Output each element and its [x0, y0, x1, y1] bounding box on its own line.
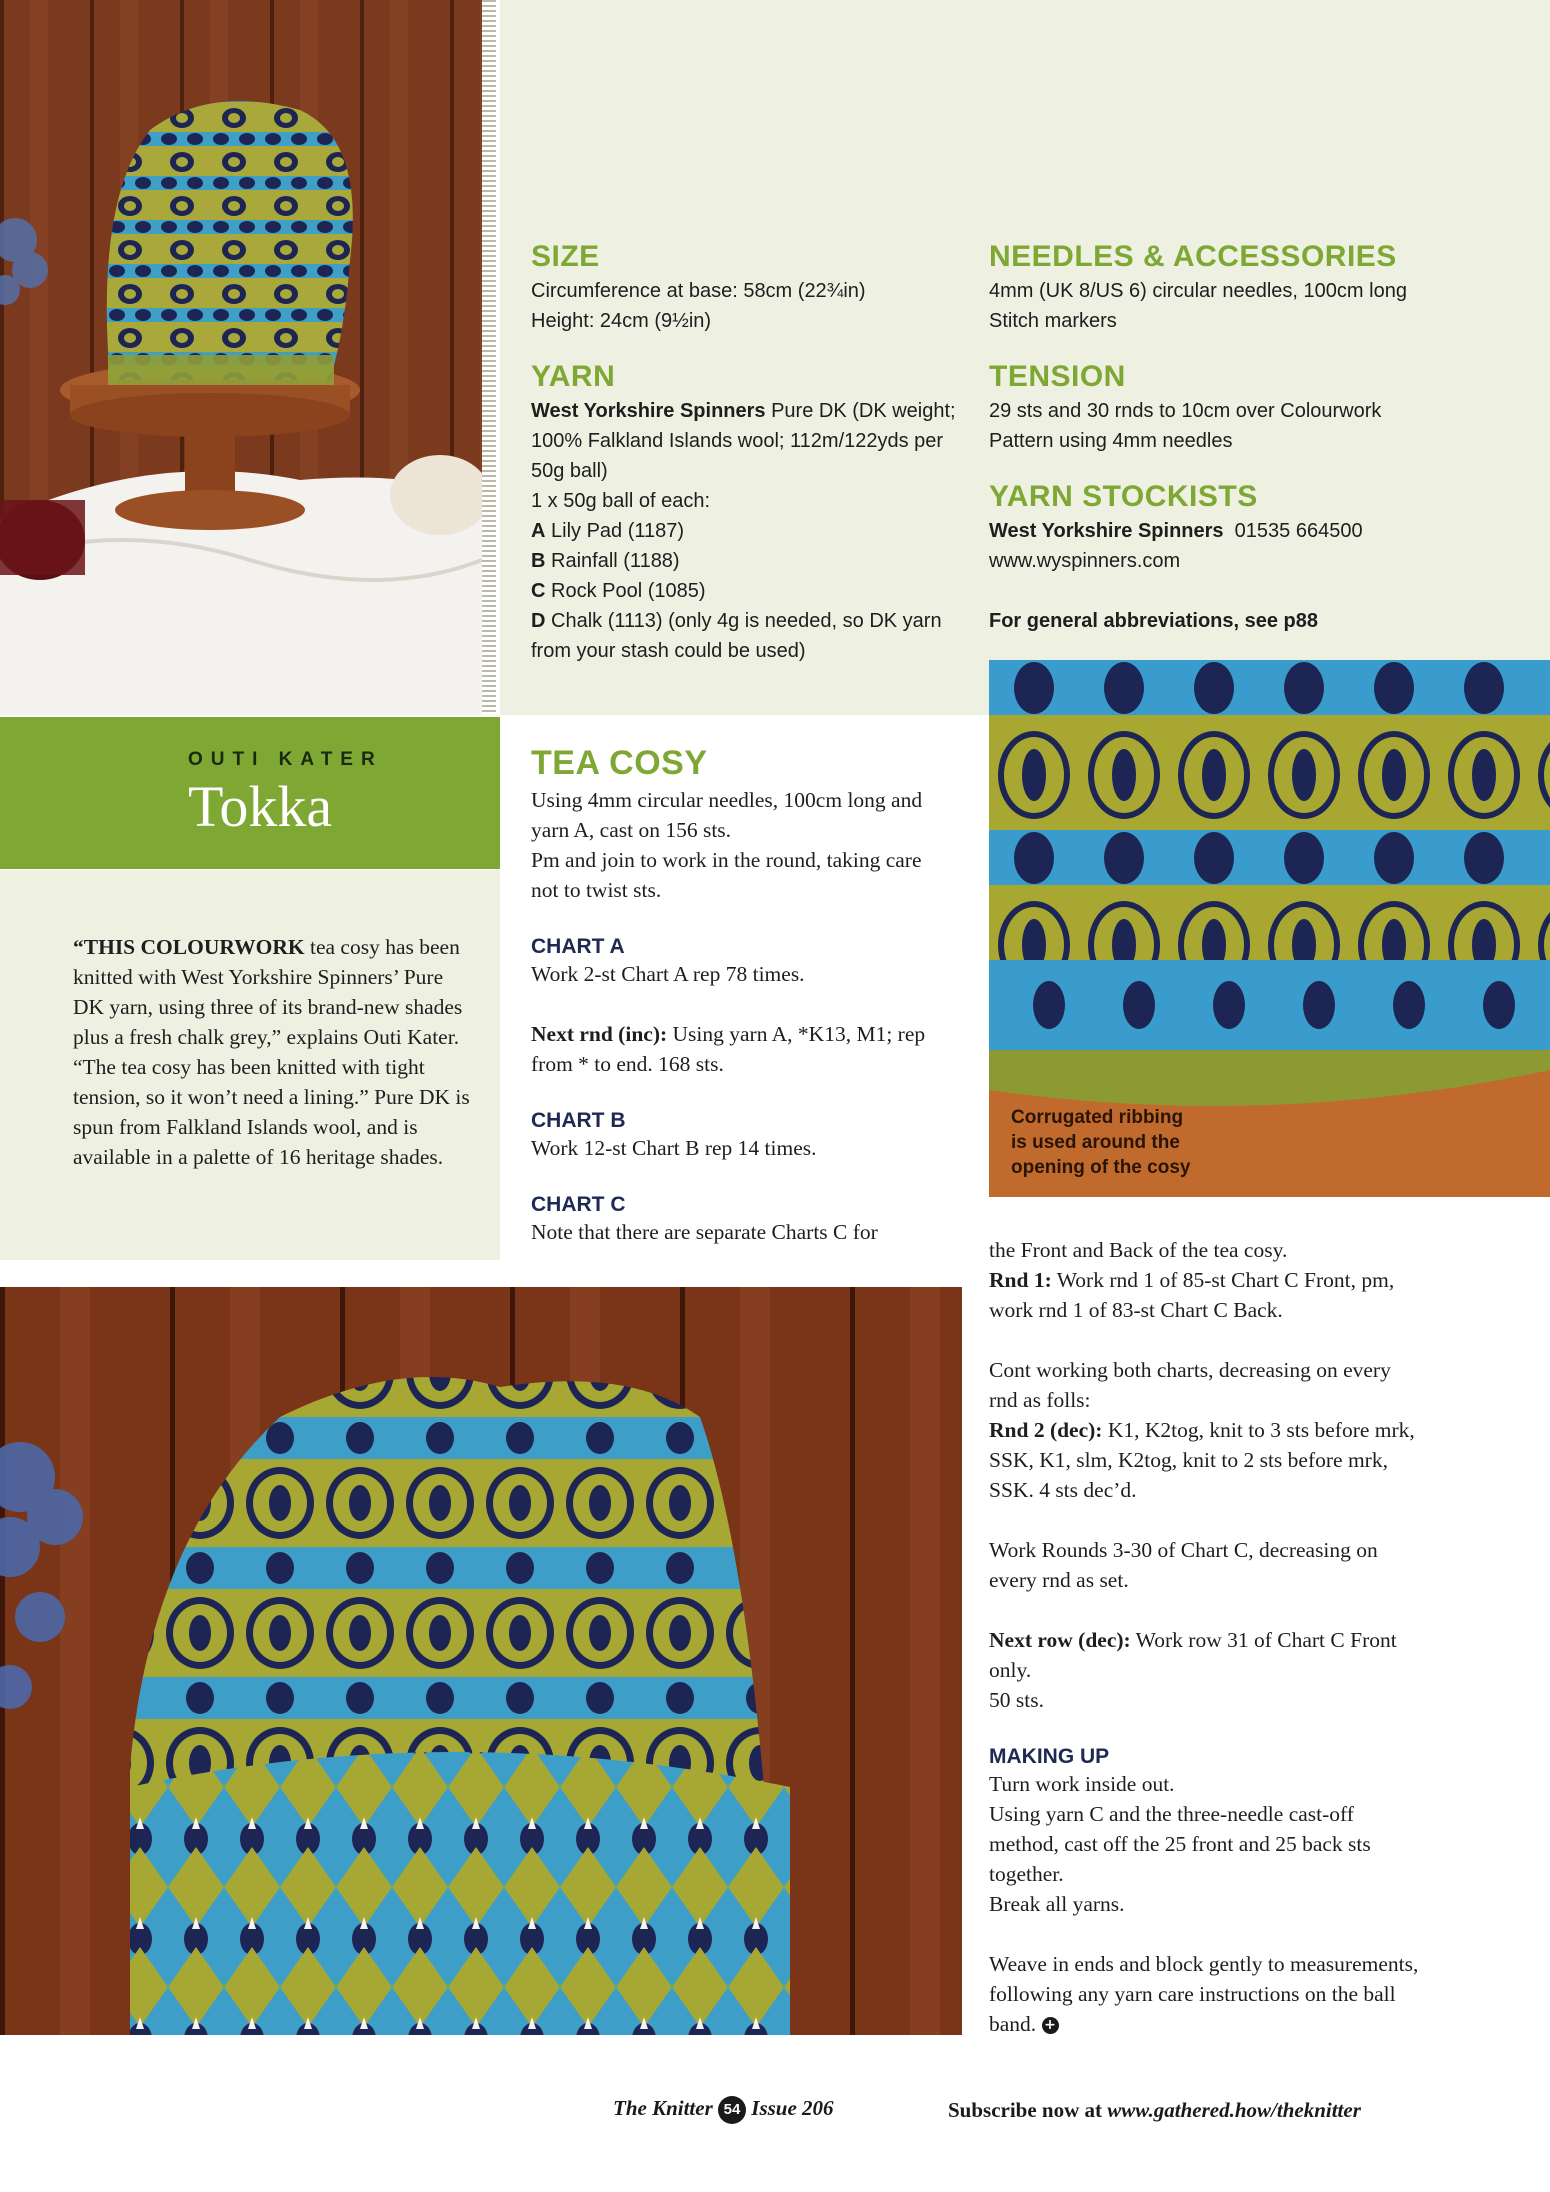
- next-rnd-label: Next rnd (inc):: [531, 1022, 668, 1046]
- intro-lead: “THIS COLOURWORK: [73, 935, 305, 959]
- page-number: 54: [718, 2096, 746, 2124]
- yarn-brand: West Yorkshire Spinners: [531, 400, 766, 422]
- stitch-count: 50 sts.: [989, 1688, 1044, 1712]
- yarn-colour-c: [531, 576, 971, 606]
- photo-caption: [1011, 1105, 1190, 1180]
- weave-instruction: [989, 1949, 1419, 2039]
- pattern-column-1: [531, 785, 951, 1247]
- yarn-colour-b: [531, 546, 971, 576]
- rnd1-text: Work rnd 1 of 85-st Chart C Front, pm, work rnd 1 of 83-st Chart C Back.: [989, 1268, 1395, 1322]
- rnd2-instruction: [989, 1415, 1419, 1505]
- tension-text: 29 sts and 30 rnds to 10cm over Colourwork Pattern using 4mm needles: [989, 400, 1382, 452]
- chart-c-intro: Note that there are separate Charts C for: [531, 1220, 878, 1244]
- cast-on-instruction: Using 4mm circular needles, 100cm long and yarn A, cast on 156 sts.: [531, 788, 923, 842]
- chart-c-heading: CHART C: [531, 1193, 626, 1216]
- yarn-colour-name: Rock Pool (1085): [545, 580, 706, 602]
- caption-line-3: opening of the cosy: [1011, 1157, 1191, 1178]
- yarn-colour-name: Lily Pad (1187): [545, 520, 685, 542]
- yarn-desc: Pure DK (DK weight; 100% Falkland Islands wool; 112m/122yds per 50g ball): [531, 400, 956, 482]
- chart-b-heading: CHART B: [531, 1109, 626, 1132]
- break-instruction: Break all yarns.: [989, 1892, 1125, 1916]
- tea-cosy-photo-large: [0, 1287, 962, 2035]
- size-height: Height: 24cm (9½in): [531, 310, 712, 332]
- footer-subscribe: [948, 2098, 1361, 2123]
- rnd2-label: Rnd 2 (dec):: [989, 1418, 1103, 1442]
- next-row-text: Work row 31 of Chart C Front only.: [989, 1628, 1397, 1682]
- chart-b-instruction: Work 12-st Chart B rep 14 times.: [531, 1136, 817, 1160]
- subscribe-url[interactable]: www.gathered.how/theknitter: [1107, 2098, 1361, 2122]
- yarn-colour-d: [531, 606, 971, 666]
- yarn-colour-a: [531, 516, 971, 546]
- rnd2-text: K1, K2tog, knit to 3 sts before mrk, SSK, K1, slm, K2tog, knit to 2 sts before mrk, SSK. 4 sts dec’d.: [989, 1418, 1415, 1502]
- yarn-quantity: 1 x 50g ball of each:: [531, 490, 711, 512]
- castoff-instruction: Using yarn C and the three-needle cast-off method, cast off the 25 front and 25 back sts together.: [989, 1802, 1371, 1886]
- turn-instruction: Turn work inside out.: [989, 1772, 1175, 1796]
- needles-details: [989, 276, 1449, 336]
- next-rnd-text: Using yarn A, *K13, M1; rep from * to end. 168 sts.: [531, 1022, 926, 1076]
- stockist-name: West Yorkshire Spinners: [989, 520, 1224, 542]
- size-heading: SIZE: [531, 240, 600, 273]
- cont-instruction: Cont working both charts, decreasing on every rnd as folls:: [989, 1358, 1391, 1412]
- size-circumference: Circumference at base: 58cm (22¾in): [531, 280, 866, 302]
- issue-number: Issue 206: [751, 2096, 834, 2120]
- needles-line: 4mm (UK 8/US 6) circular needles, 100cm long: [989, 280, 1407, 302]
- next-row-label: Next row (dec):: [989, 1628, 1131, 1652]
- tea-cosy-photo-top: [0, 0, 482, 715]
- page-stitch-divider: [482, 0, 496, 715]
- end-mark-icon: +: [1042, 2017, 1059, 2034]
- rounds-3-30-instruction: Work Rounds 3-30 of Chart C, decreasing on every rnd as set.: [989, 1538, 1378, 1592]
- next-rnd-instruction: [531, 1019, 951, 1079]
- intro-paragraph: [73, 932, 473, 1172]
- yarn-description: [531, 396, 971, 486]
- accessories-line: Stitch markers: [989, 310, 1117, 332]
- chart-a-instruction: Work 2-st Chart A rep 78 times.: [531, 962, 805, 986]
- yarn-colour-name: Chalk (1113) (only 4g is needed, so DK yarn from your stash could be used): [531, 610, 942, 662]
- footer-magazine-info: [613, 2096, 834, 2124]
- caption-line-1: Corrugated ribbing: [1011, 1107, 1184, 1128]
- size-details: [531, 276, 971, 336]
- next-row-instruction: [989, 1625, 1419, 1685]
- magazine-name: The Knitter: [613, 2096, 713, 2120]
- making-up-heading: MAKING UP: [989, 1745, 1110, 1768]
- yarn-colour-letter: D: [531, 610, 546, 632]
- yarn-colour-letter: C: [531, 580, 546, 602]
- rnd1-label: Rnd 1:: [989, 1268, 1052, 1292]
- yarn-heading: YARN: [531, 360, 616, 393]
- weave-text: Weave in ends and block gently to measurements, following any yarn care instructions on the ball band.: [989, 1952, 1419, 2036]
- chart-a-heading: CHART A: [531, 935, 625, 958]
- tea-cosy-heading: TEA COSY: [531, 744, 708, 782]
- intro-text: tea cosy has been knitted with West Yorkshire Spinners’ Pure DK yarn, using three of its brand-new shades plus a fresh chalk grey,” explains Outi Kater. “The tea cosy has been knitted with tight tension, so it won’t need a lining.” Pure DK is spun from Falkland Islands wool, and is available in a palette of 16 heritage shades.: [73, 935, 470, 1169]
- caption-line-2: is used around the: [1011, 1132, 1180, 1153]
- abbreviations-note: For general abbreviations, see p88: [989, 610, 1319, 632]
- yarn-colour-letter: B: [531, 550, 546, 572]
- designer-title-band: [0, 717, 500, 869]
- tension-heading: TENSION: [989, 360, 1126, 393]
- rnd1-instruction: [989, 1265, 1419, 1325]
- pattern-title: Tokka: [188, 774, 333, 839]
- needles-heading: NEEDLES & ACCESSORIES: [989, 240, 1397, 273]
- yarn-colour-letter: A: [531, 520, 546, 542]
- chart-c-continued: the Front and Back of the tea cosy.: [989, 1238, 1288, 1262]
- stockists-details: [989, 516, 1449, 576]
- ribbing-closeup-photo: [989, 660, 1550, 1197]
- yarn-colour-name: Rainfall (1188): [545, 550, 680, 572]
- stockist-phone: 01535 664500: [1234, 520, 1363, 542]
- pattern-column-2: [989, 1235, 1419, 2039]
- yarn-details: [531, 396, 971, 666]
- designer-name: OUTI KATER: [188, 749, 383, 770]
- stockist-website[interactable]: www.wyspinners.com: [989, 550, 1181, 572]
- subscribe-text: Subscribe now at: [948, 2098, 1108, 2122]
- join-instruction: Pm and join to work in the round, taking care not to twist sts.: [531, 848, 922, 902]
- stockists-heading: YARN STOCKISTS: [989, 480, 1258, 513]
